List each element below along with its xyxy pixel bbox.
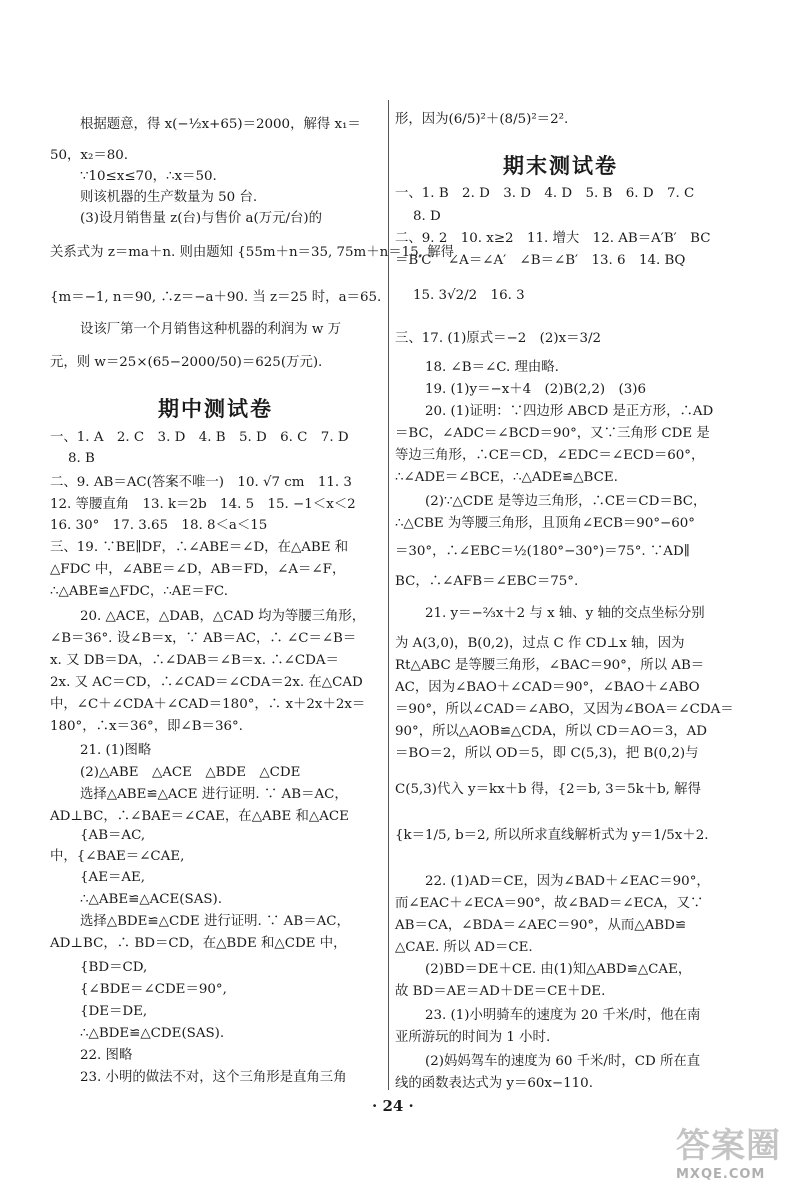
text-line: ＝90°，所以∠CAD＝∠ABO，又因为∠BOA＝∠CDA＝ bbox=[395, 702, 734, 717]
text-line: C(5,3)代入 y＝kx＋b 得，{2＝b, 3＝5k＋b, 解得 bbox=[395, 782, 701, 797]
text-line: 则该机器的生产数量为 50 台. bbox=[80, 190, 258, 205]
text-line: 元，则 w＝25×(65−2000/50)＝625(万元). bbox=[50, 355, 323, 370]
text-line: 二、9. AB＝AC(答案不唯一) 10. √7 cm 11. 3 bbox=[50, 475, 352, 490]
text-line: 20. (1)证明：∵四边形 ABCD 是正方形，∴AD bbox=[425, 404, 714, 419]
text-line: ∴△ABE≌△ACE(SAS). bbox=[80, 892, 223, 907]
text-line: ∠B＝36°. 设∠B＝x，∵ AB＝AC，∴ ∠C＝∠B＝ bbox=[50, 631, 357, 646]
text-line: AC，因为∠BAO＋∠CAD＝90°，∠BAO＋∠ABO bbox=[395, 680, 700, 695]
text-line: 23. (1)小明骑车的速度为 20 千米/时，他在南 bbox=[425, 1008, 701, 1023]
text-line: ＝30°，∴∠EBC＝½(180°−30°)＝75°. ∵AD∥ bbox=[395, 544, 690, 559]
text-line: 8. D bbox=[413, 209, 441, 224]
text-line: 关系式为 z＝ma＋n. 则由题知 {55m＋n＝35, 75m＋n＝15, 解得 bbox=[50, 245, 454, 260]
watermark-url: MXQE.COM bbox=[676, 1167, 766, 1182]
text-line: 12. 等腰直角 13. k＝2b 14. 5 15. −1＜x＜2 bbox=[50, 497, 356, 512]
text-line: ＝BC，∠ADC＝∠BCD＝90°，又∵三角形 CDE 是 bbox=[395, 426, 710, 441]
text-line: ∴∠ADE＝∠BCE，∴△ADE≌△BCE. bbox=[395, 470, 618, 485]
text-line: 一、1. A 2. C 3. D 4. B 5. D 6. C 7. D bbox=[50, 430, 349, 445]
text-line: 23. 小明的做法不对，这个三角形是直角三角 bbox=[80, 1070, 347, 1085]
text-line: (3)设月销售量 z(台)与售价 a(万元/台)的 bbox=[80, 211, 323, 226]
text-line: (2)BD＝DE＋CE. 由(1)知△ABD≌△CAE， bbox=[425, 962, 692, 977]
text-line: 2x. 又 AC＝CD，∴∠CAD＝∠CDA＝2x. 在△CAD bbox=[50, 675, 363, 690]
text-line: ∴△ABE≌△FDC，∴AE＝FC. bbox=[50, 584, 228, 599]
text-line: 50，x₂＝80. bbox=[50, 148, 129, 163]
text-line: {BD＝CD, bbox=[80, 960, 148, 975]
watermark bbox=[676, 1118, 794, 1196]
text-line: 选择△ABE≌△ACE 进行证明. ∵ AB＝AC， bbox=[80, 787, 348, 802]
section-title-final: 期末测试卷 bbox=[503, 154, 618, 178]
text-line: 15. 3√2/2 16. 3 bbox=[413, 288, 525, 303]
text-line: {DE＝DE, bbox=[80, 1004, 148, 1019]
text-line: 亚所游玩的时间为 1 小时. bbox=[395, 1030, 551, 1045]
watermark-logo: 答案圈 bbox=[676, 1126, 781, 1166]
text-line: 为 A(3,0)，B(0,2)，过点 C 作 CD⊥x 轴，因为 bbox=[395, 636, 685, 651]
text-line: 22. 图略 bbox=[80, 1048, 133, 1063]
text-line: 中，{∠BAE＝∠CAE, bbox=[50, 849, 185, 864]
text-line: {k＝1/5, b＝2, 所以所求直线解析式为 y＝1/5x＋2. bbox=[395, 828, 709, 843]
text-line: 三、19. ∵BE∥DF，∴∠ABE＝∠D，在△ABE 和 bbox=[50, 540, 349, 555]
text-line: △CAE. 所以 AD＝CE. bbox=[395, 940, 533, 955]
text-line: 21. (1)图略 bbox=[80, 743, 152, 758]
text-line: 形，因为(6/5)²＋(8/5)²＝2². bbox=[395, 112, 569, 127]
text-line: 90°，所以△AOB≌△CDA，所以 CD＝AO＝3，AD bbox=[395, 724, 708, 739]
text-line: 二、9. 2 10. x≥2 11. 增大 12. AB＝A′B′ BC bbox=[395, 231, 711, 246]
text-line: 而∠EAC＋∠ECA＝90°，故∠BAD＝∠ECA，又∵ bbox=[395, 896, 704, 911]
text-line: {∠BDE＝∠CDE＝90°, bbox=[80, 982, 227, 997]
text-line: BC，∴∠AFB＝∠EBC＝75°. bbox=[395, 574, 579, 589]
text-line: 等边三角形，∴CE＝CD，∠EDC＝∠ECD＝60°， bbox=[395, 448, 705, 463]
text-line: 线的函数表达式为 y＝60x−110. bbox=[395, 1076, 593, 1091]
page-number: · 24 · bbox=[372, 1097, 414, 1115]
text-line: 一、1. B 2. D 3. D 4. D 5. B 6. D 7. C bbox=[395, 186, 695, 201]
text-line: x. 又 DB＝DA，∴∠DAB＝∠B＝x. ∴∠CDA＝ bbox=[50, 653, 339, 668]
text-line: {AB＝AC, bbox=[80, 828, 146, 843]
text-line: 19. (1)y＝−x＋4 (2)B(2,2) (3)6 bbox=[425, 382, 646, 397]
text-line: ＝BO＝2，所以 OD＝5，即 C(5,3)，把 B(0,2)与 bbox=[395, 746, 699, 761]
text-line: ∵10≤x≤70，∴x＝50. bbox=[80, 169, 217, 184]
text-line: 21. y＝−⅔x＋2 与 x 轴、y 轴的交点坐标分别 bbox=[425, 606, 705, 621]
text-line: 根据题意，得 x(−½x+65)＝2000，解得 x₁＝ bbox=[80, 117, 361, 132]
text-line: (2)妈妈驾车的速度为 60 千米/时，CD 所在直 bbox=[425, 1054, 701, 1069]
text-line: {m＝−1, n＝90, ∴z＝−a＋90. 当 z＝25 时，a＝65. bbox=[50, 290, 382, 305]
text-line: 设该厂第一个月销售这种机器的利润为 w 万 bbox=[80, 322, 342, 337]
text-line: AB＝CA，∠BDA＝∠AEC＝90°，从而△ABD≌ bbox=[395, 918, 687, 933]
text-line: Rt△ABC 是等腰三角形，∠BAC＝90°，所以 AB＝ bbox=[395, 658, 705, 673]
text-line: 22. (1)AD＝CE，因为∠BAD＋∠EAC＝90°， bbox=[425, 874, 710, 889]
text-line: ∴△CBE 为等腰三角形，且顶角∠ECB＝90°−60° bbox=[395, 516, 696, 531]
text-line: 三、17. (1)原式＝−2 (2)x＝3/2 bbox=[395, 331, 602, 346]
section-title-midterm: 期中测试卷 bbox=[158, 397, 273, 421]
text-line: {AE＝AE, bbox=[80, 870, 146, 885]
text-line: (2)∵△CDE 是等边三角形，∴CE＝CD＝BC， bbox=[425, 494, 707, 509]
text-line: 18. ∠B＝∠C. 理由略. bbox=[425, 360, 559, 375]
text-line: 16. 30° 17. 3.65 18. 8＜a＜15 bbox=[50, 518, 268, 533]
text-line: 故 BD＝AE＝AD＋DE＝CE＋DE. bbox=[395, 984, 606, 999]
text-line: 20. △ACE，△DAB，△CAD 均为等腰三角形， bbox=[80, 609, 366, 624]
text-line: AD⊥BC，∴ BD＝CD，在△BDE 和△CDE 中， bbox=[50, 936, 347, 951]
text-line: ＝B′C′ ∠A＝∠A′ ∠B＝∠B′ 13. 6 14. BQ bbox=[395, 253, 686, 268]
text-line: 180°，∴x＝36°，即∠B＝36°. bbox=[50, 719, 243, 734]
text-line: (2)△ABE △ACE △BDE △CDE bbox=[80, 765, 301, 780]
text-line: 选择△BDE≌△CDE 进行证明. ∵ AB＝AC， bbox=[80, 914, 350, 929]
text-line: 8. B bbox=[68, 451, 95, 466]
text-line: ∴△BDE≌△CDE(SAS). bbox=[80, 1026, 225, 1041]
text-line: 中，∠C＋∠CDA＋∠CAD＝180°，∴ x＋2x＋2x＝ bbox=[50, 697, 366, 712]
text-line: AD⊥BC，∴∠BAE＝∠CAE，在△ABE 和△ACE bbox=[50, 809, 349, 824]
text-line: △FDC 中，∠ABE＝∠D，AB＝FD，∠A＝∠F， bbox=[50, 562, 346, 577]
